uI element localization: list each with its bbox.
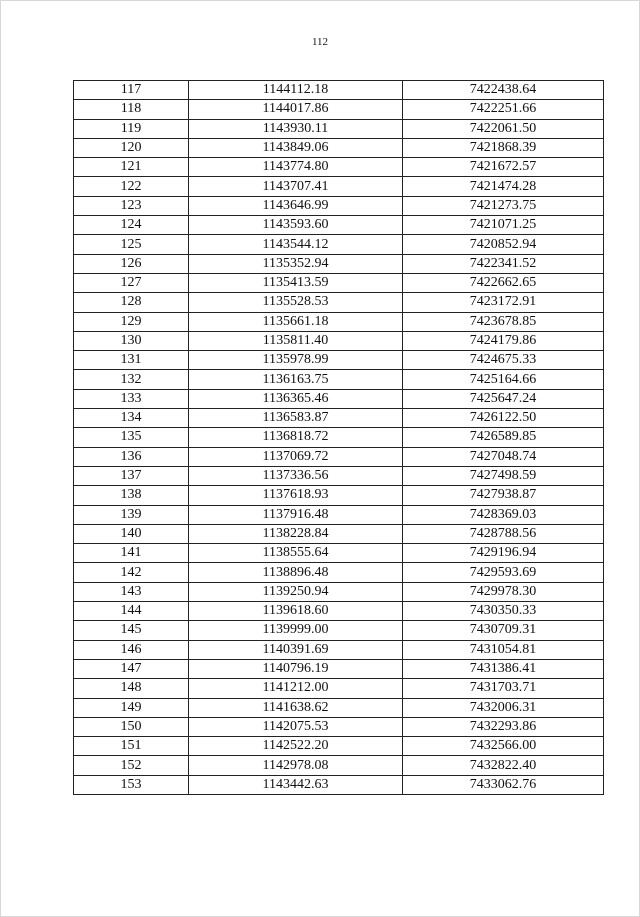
x-coordinate-cell: 1143646.99 (189, 196, 403, 215)
y-coordinate-cell: 7429196.94 (403, 544, 604, 563)
x-coordinate-cell: 1138555.64 (189, 544, 403, 563)
point-number-cell: 153 (74, 775, 189, 794)
y-coordinate-cell: 7423678.85 (403, 312, 604, 331)
table-row (74, 544, 604, 563)
table-row (74, 138, 604, 157)
x-coordinate-cell: 1135661.18 (189, 312, 403, 331)
table-row (74, 756, 604, 775)
table-row (74, 486, 604, 505)
y-coordinate-cell: 7432822.40 (403, 756, 604, 775)
x-coordinate-cell: 1137069.72 (189, 447, 403, 466)
y-coordinate-cell: 7431054.81 (403, 640, 604, 659)
point-number-cell: 124 (74, 216, 189, 235)
y-coordinate-cell: 7423172.91 (403, 293, 604, 312)
point-number-cell: 141 (74, 544, 189, 563)
table-row (74, 254, 604, 273)
y-coordinate-cell: 7425164.66 (403, 370, 604, 389)
point-number-cell: 149 (74, 698, 189, 717)
x-coordinate-cell: 1142522.20 (189, 737, 403, 756)
point-number-cell: 142 (74, 563, 189, 582)
y-coordinate-cell: 7427048.74 (403, 447, 604, 466)
y-coordinate-cell: 7422061.50 (403, 119, 604, 138)
y-coordinate-cell: 7433062.76 (403, 775, 604, 794)
y-coordinate-cell: 7420852.94 (403, 235, 604, 254)
x-coordinate-cell: 1143593.60 (189, 216, 403, 235)
point-number-cell: 135 (74, 428, 189, 447)
x-coordinate-cell: 1137336.56 (189, 466, 403, 485)
table-row (74, 389, 604, 408)
x-coordinate-cell: 1135811.40 (189, 331, 403, 350)
x-coordinate-cell: 1139250.94 (189, 582, 403, 601)
point-number-cell: 131 (74, 351, 189, 370)
table-row (74, 119, 604, 138)
point-number-cell: 132 (74, 370, 189, 389)
y-coordinate-cell: 7421071.25 (403, 216, 604, 235)
x-coordinate-cell: 1140796.19 (189, 659, 403, 678)
table-row (74, 196, 604, 215)
point-number-cell: 117 (74, 81, 189, 100)
point-number-cell: 128 (74, 293, 189, 312)
x-coordinate-cell: 1139999.00 (189, 621, 403, 640)
coordinates-table-body (74, 81, 604, 795)
point-number-cell: 137 (74, 466, 189, 485)
point-number-cell: 119 (74, 119, 189, 138)
y-coordinate-cell: 7421273.75 (403, 196, 604, 215)
y-coordinate-cell: 7422438.64 (403, 81, 604, 100)
point-number-cell: 134 (74, 409, 189, 428)
x-coordinate-cell: 1137618.93 (189, 486, 403, 505)
table-row (74, 409, 604, 428)
table-row (74, 698, 604, 717)
x-coordinate-cell: 1136163.75 (189, 370, 403, 389)
x-coordinate-cell: 1136583.87 (189, 409, 403, 428)
table-row (74, 370, 604, 389)
point-number-cell: 148 (74, 679, 189, 698)
y-coordinate-cell: 7432566.00 (403, 737, 604, 756)
table-row (74, 621, 604, 640)
y-coordinate-cell: 7426122.50 (403, 409, 604, 428)
point-number-cell: 139 (74, 505, 189, 524)
point-number-cell: 140 (74, 524, 189, 543)
point-number-cell: 123 (74, 196, 189, 215)
y-coordinate-cell: 7425647.24 (403, 389, 604, 408)
x-coordinate-cell: 1135352.94 (189, 254, 403, 273)
x-coordinate-cell: 1135528.53 (189, 293, 403, 312)
x-coordinate-cell: 1142978.08 (189, 756, 403, 775)
y-coordinate-cell: 7430709.31 (403, 621, 604, 640)
table-row (74, 659, 604, 678)
table-row (74, 331, 604, 350)
point-number-cell: 136 (74, 447, 189, 466)
x-coordinate-cell: 1143774.80 (189, 158, 403, 177)
y-coordinate-cell: 7430350.33 (403, 602, 604, 621)
table-row (74, 177, 604, 196)
point-number-cell: 121 (74, 158, 189, 177)
point-number-cell: 152 (74, 756, 189, 775)
point-number-cell: 133 (74, 389, 189, 408)
y-coordinate-cell: 7428788.56 (403, 524, 604, 543)
y-coordinate-cell: 7432006.31 (403, 698, 604, 717)
point-number-cell: 146 (74, 640, 189, 659)
table-row (74, 100, 604, 119)
point-number-cell: 122 (74, 177, 189, 196)
y-coordinate-cell: 7421868.39 (403, 138, 604, 157)
y-coordinate-cell: 7429978.30 (403, 582, 604, 601)
point-number-cell: 138 (74, 486, 189, 505)
y-coordinate-cell: 7424675.33 (403, 351, 604, 370)
table-row (74, 737, 604, 756)
table-row (74, 428, 604, 447)
table-row (74, 717, 604, 736)
point-number-cell: 145 (74, 621, 189, 640)
x-coordinate-cell: 1143442.63 (189, 775, 403, 794)
x-coordinate-cell: 1140391.69 (189, 640, 403, 659)
y-coordinate-cell: 7422662.65 (403, 273, 604, 292)
point-number-cell: 125 (74, 235, 189, 254)
table-row (74, 640, 604, 659)
point-number-cell: 147 (74, 659, 189, 678)
y-coordinate-cell: 7431703.71 (403, 679, 604, 698)
x-coordinate-cell: 1135978.99 (189, 351, 403, 370)
table-row (74, 679, 604, 698)
table-row (74, 524, 604, 543)
x-coordinate-cell: 1143849.06 (189, 138, 403, 157)
y-coordinate-cell: 7421474.28 (403, 177, 604, 196)
point-number-cell: 150 (74, 717, 189, 736)
x-coordinate-cell: 1141212.00 (189, 679, 403, 698)
x-coordinate-cell: 1142075.53 (189, 717, 403, 736)
x-coordinate-cell: 1137916.48 (189, 505, 403, 524)
table-row (74, 775, 604, 794)
table-row (74, 273, 604, 292)
x-coordinate-cell: 1136818.72 (189, 428, 403, 447)
x-coordinate-cell: 1136365.46 (189, 389, 403, 408)
x-coordinate-cell: 1139618.60 (189, 602, 403, 621)
point-number-cell: 127 (74, 273, 189, 292)
table-row (74, 582, 604, 601)
point-number-cell: 130 (74, 331, 189, 350)
x-coordinate-cell: 1144112.18 (189, 81, 403, 100)
coordinates-table (73, 80, 604, 795)
point-number-cell: 151 (74, 737, 189, 756)
x-coordinate-cell: 1141638.62 (189, 698, 403, 717)
point-number-cell: 144 (74, 602, 189, 621)
x-coordinate-cell: 1143544.12 (189, 235, 403, 254)
y-coordinate-cell: 7428369.03 (403, 505, 604, 524)
table-row (74, 158, 604, 177)
table-row (74, 563, 604, 582)
x-coordinate-cell: 1144017.86 (189, 100, 403, 119)
table-row (74, 351, 604, 370)
y-coordinate-cell: 7422251.66 (403, 100, 604, 119)
y-coordinate-cell: 7422341.52 (403, 254, 604, 273)
y-coordinate-cell: 7427498.59 (403, 466, 604, 485)
point-number-cell: 126 (74, 254, 189, 273)
table-row (74, 466, 604, 485)
y-coordinate-cell: 7431386.41 (403, 659, 604, 678)
table-row (74, 312, 604, 331)
table-row (74, 216, 604, 235)
x-coordinate-cell: 1138896.48 (189, 563, 403, 582)
table-row (74, 602, 604, 621)
y-coordinate-cell: 7421672.57 (403, 158, 604, 177)
y-coordinate-cell: 7429593.69 (403, 563, 604, 582)
point-number-cell: 143 (74, 582, 189, 601)
x-coordinate-cell: 1135413.59 (189, 273, 403, 292)
y-coordinate-cell: 7432293.86 (403, 717, 604, 736)
point-number-cell: 118 (74, 100, 189, 119)
point-number-cell: 129 (74, 312, 189, 331)
y-coordinate-cell: 7424179.86 (403, 331, 604, 350)
table-row (74, 293, 604, 312)
point-number-cell: 120 (74, 138, 189, 157)
y-coordinate-cell: 7426589.85 (403, 428, 604, 447)
x-coordinate-cell: 1143707.41 (189, 177, 403, 196)
table-row (74, 81, 604, 100)
y-coordinate-cell: 7427938.87 (403, 486, 604, 505)
page-number: 112 (311, 36, 329, 48)
x-coordinate-cell: 1138228.84 (189, 524, 403, 543)
table-row (74, 505, 604, 524)
table-row (74, 447, 604, 466)
x-coordinate-cell: 1143930.11 (189, 119, 403, 138)
table-row (74, 235, 604, 254)
